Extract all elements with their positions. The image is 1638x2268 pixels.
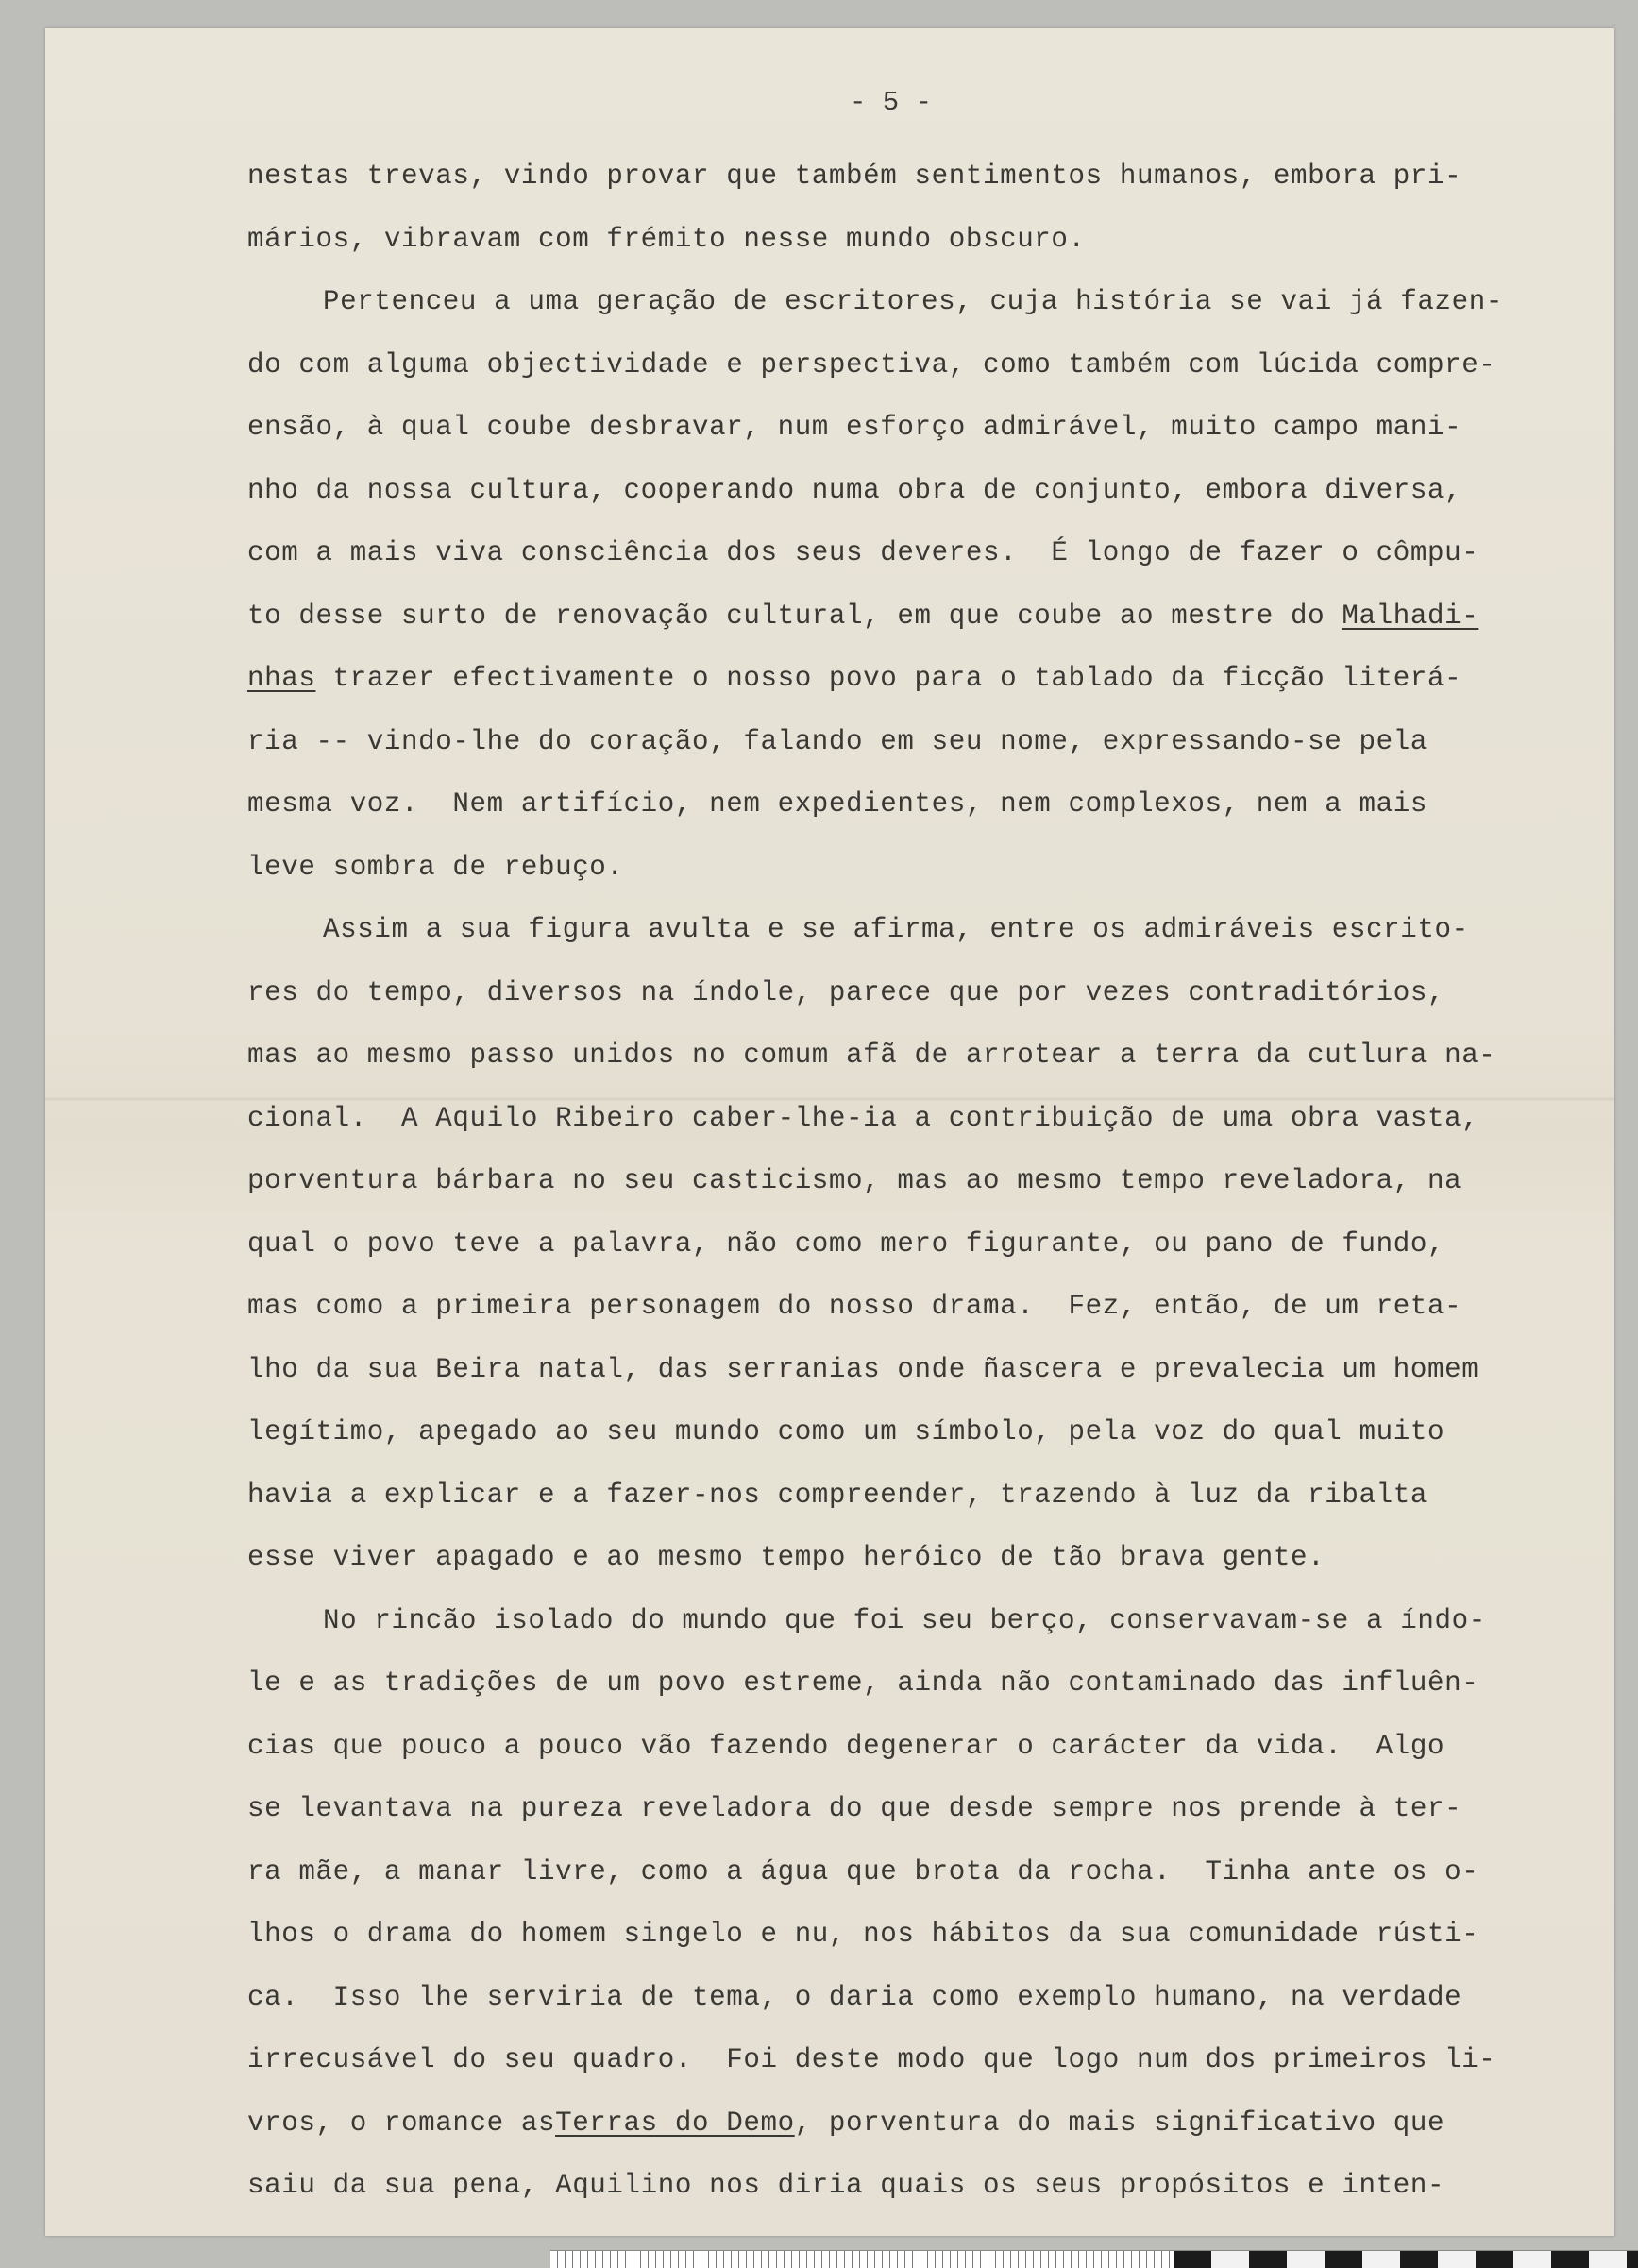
paragraph-start-line: No rincão isolado do mundo que foi seu berço, conservavam-se a índo- [323, 1604, 1486, 1636]
text-line: legítimo, apegado ao seu mundo como um símbolo, pela voz do qual muito [247, 1416, 1445, 1447]
text-line: nestas trevas, vindo provar que também sentimentos humanos, embora pri- [247, 161, 1462, 192]
text-line: lhos o drama do homem singelo e nu, nos hábitos da sua comunidade rústi- [247, 1919, 1479, 1950]
text-line: irrecusável do seu quadro. Foi deste modo que logo num dos primeiros li- [247, 2044, 1496, 2075]
text-line: mas ao mesmo passo unidos no comum afã de arrotear a terra da cutlura na- [247, 1040, 1496, 1071]
text-line: com a mais viva consciência dos seus deveres. É longo de fazer o cômpu- [247, 537, 1479, 568]
ruler-color-bars [1174, 2251, 1638, 2268]
text-line: esse viver apagado e ao mesmo tempo heróico de tão brava gente. [247, 1542, 1326, 1573]
text-line: porventura bárbara no seu casticismo, mas ao mesmo tempo reveladora, na [247, 1165, 1462, 1196]
text-line: mas como a primeira personagem do nosso drama. Fez, então, de um reta- [247, 1291, 1462, 1322]
text-line: qual o povo teve a palavra, não como mero figurante, ou pano de fundo, [247, 1227, 1445, 1260]
text-line: vros, o romance asTerras do Demo, porventura do mais significativo que [247, 2107, 1445, 2139]
text-line: to desse surto de renovação cultural, em que coube ao mestre do Malhadi- [247, 600, 1479, 632]
text-line: res do tempo, diversos na índole, parece que por vezes contraditórios, [247, 976, 1445, 1008]
underlined-title: nhas [247, 663, 316, 694]
text-line: ca. Isso lhe serviria de tema, o daria como exemplo humano, na verdade [247, 1981, 1462, 2013]
text-line: do com alguma objectividade e perspectiva, como também com lúcida compre- [247, 348, 1496, 381]
body-text [247, 145, 1607, 2218]
underlined-title: Malhadi- [1342, 600, 1479, 632]
scale-ruler [550, 2250, 1638, 2268]
page-number: - 5 - [850, 87, 933, 118]
text-line: lho da sua Beira natal, das serranias onde ñascera e prevalecia um homem [247, 1353, 1479, 1385]
text-line: leve sombra de rebuço. [247, 851, 624, 883]
underlined-title: Terras do Demo [555, 2107, 795, 2139]
text-line: ria -- vindo-lhe do coração, falando em seu nome, expressando-se pela [247, 725, 1427, 757]
text-line: le e as tradições de um povo estreme, ainda não contaminado das influên- [247, 1667, 1479, 1699]
paragraph-start-line: Pertenceu a uma geração de escritores, cuja história se vai já fazen- [323, 286, 1503, 317]
text-line: cional. A Aquilo Ribeiro caber-lhe-ia a contribuição de uma obra vasta, [247, 1102, 1479, 1134]
text-line: cias que pouco a pouco vão fazendo degenerar o carácter da vida. Algo [247, 1730, 1445, 1762]
paragraph-start-line: Assim a sua figura avulta e se afirma, entre os admiráveis escrito- [323, 914, 1469, 945]
text-line: nhas trazer efectivamente o nosso povo para o tablado da ficção literá- [247, 663, 1462, 694]
text-line: mários, vibravam com frémito nesse mundo obscuro. [247, 223, 1086, 255]
text-line: ra mãe, a manar livre, como a água que brota da rocha. Tinha ante os o- [247, 1855, 1479, 1887]
text-line: saiu da sua pena, Aquilino nos diria quais os seus propósitos e inten- [247, 2170, 1445, 2201]
text-line: nho da nossa cultura, cooperando numa obra de conjunto, embora diversa, [247, 474, 1462, 506]
text-line: se levantava na pureza reveladora do que desde sempre nos prende à ter- [247, 1793, 1462, 1824]
text-line: ensão, à qual coube desbravar, num esforço admirável, muito campo mani- [247, 412, 1462, 443]
text-line: havia a explicar e a fazer-nos compreender, trazendo à luz da ribalta [247, 1479, 1427, 1511]
ruler-ticks [550, 2251, 1174, 2268]
text-line: mesma voz. Nem artifício, nem expedientes, nem complexos, nem a mais [247, 788, 1427, 820]
